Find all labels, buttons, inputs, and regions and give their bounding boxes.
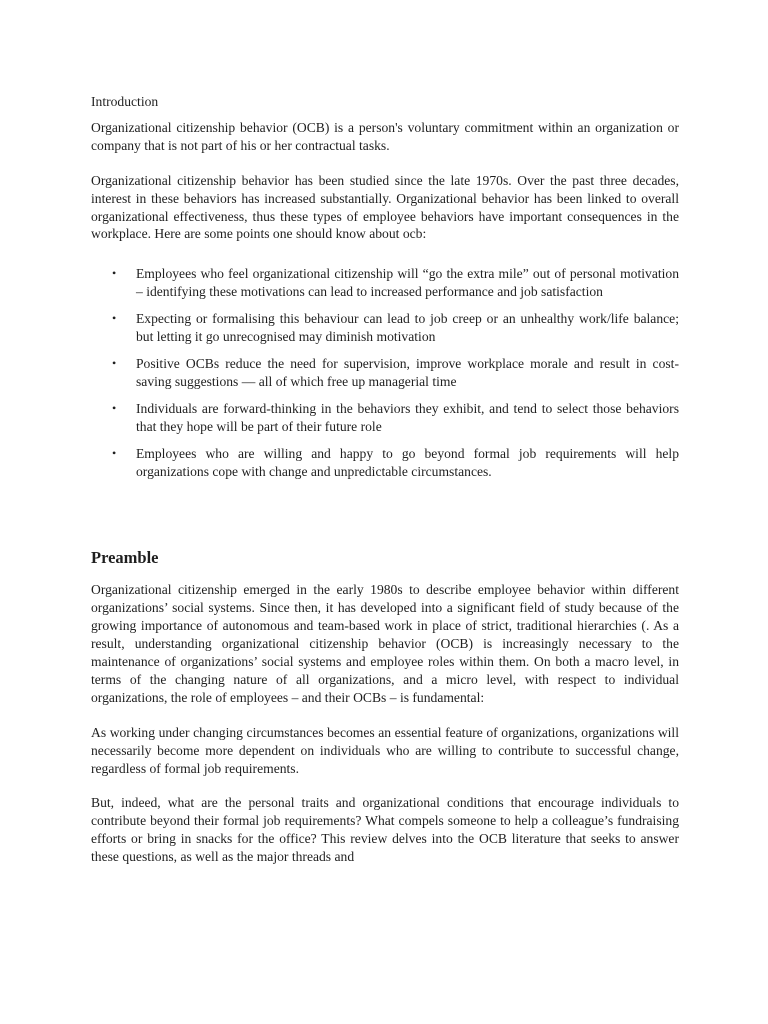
list-item [91,400,679,436]
list-item [91,355,679,391]
preamble-paragraph-1: Organizational citizenship emerged in the early 1980s to describe employee behavior within different organizations’ social systems. Since then, it has developed into a significant field of study because of the growing importance of autonomous and team-based work in place of strict, traditional hierarchies (. As a result, understanding organizational citizenship behavior (OCB) is increasingly necessary to the maintenance of organizations’ social systems and employee roles within them. On both a macro level, in terms of the changing nature of all organizations, and a micro level, with respect to individual organizations, the role of employees – and their OCBs – is fundamental: [91,582,679,705]
list-item-text: Expecting or formalising this behaviour can lead to job creep or an unhealthy work/life balance; but letting it go unrecognised may diminish motivation [136,311,679,345]
list-item [91,310,679,346]
preamble-paragraph-3: But, indeed, what are the personal traits and organizational conditions that encourage individuals to contribute beyond their formal job requirements? What compels someone to help a colleague’s fundraising efforts or bring in snacks for the office? This review delves into the OCB literature that seeks to answer these questions, as well as the major threads and [91,795,679,865]
list-item-text: Positive OCBs reduce the need for supervision, improve workplace morale and result in cost- saving suggestions — all of which free up managerial time [136,355,679,389]
list-item [91,265,679,301]
document-body [91,93,679,883]
list-item-text: Employees who are willing and happy to go beyond formal job requirements will help organizations cope with change and unpredictable circumstances. [136,445,679,479]
preamble-paragraph-2: As working under changing circumstances becomes an essential feature of organizations, organizations will necessarily become more dependent on individuals who are willing to contribute to successful change, regardless of formal job requirements. [91,724,679,776]
preamble-heading: Preamble [91,548,159,568]
list-item [91,445,679,481]
bullet-icon: • [112,400,117,415]
intro-paragraph-1: Organizational citizenship behavior (OCB) is a person's voluntary commitment within an organization or company that is not part of his or her contractual tasks. [91,119,679,153]
list-item-text: Individuals are forward-thinking in the behaviors they exhibit, and tend to select those behaviors that they hope will be part of their future role [136,400,679,434]
bullet-icon: • [112,266,117,281]
bullet-icon: • [112,445,117,460]
bullet-icon: • [112,311,117,326]
intro-paragraph-2: Organizational citizenship behavior has been studied since the late 1970s. Over the past three decades, interest in these behaviors has increased substantially. Organizational behavior has been linked to overall organizational effectiveness, thus these types of employee behaviors have important consequences in the workplace. Here are some points one should know about ocb: [91,172,679,242]
ocb-points-list [91,265,679,480]
introduction-heading: Introduction [91,94,159,109]
bullet-icon: • [112,355,117,370]
list-item-text: Employees who feel organizational citizenship will “go the extra mile” out of personal motivation – identifying these motivations can lead to increased performance and job satisfaction [136,266,679,300]
